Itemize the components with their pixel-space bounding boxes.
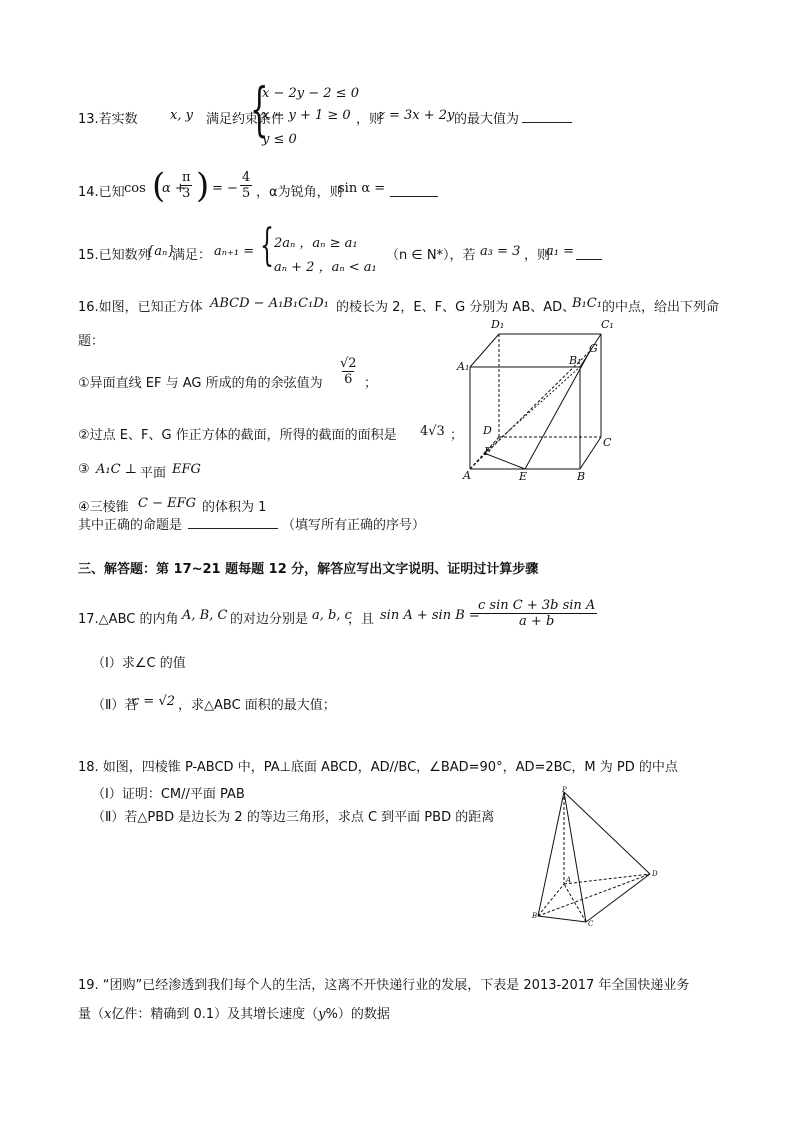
cube-figure: [455, 314, 625, 484]
q16-s1-fraction: [338, 356, 359, 387]
label-C: C: [603, 436, 612, 449]
q16-line1a: 16.如图，已知正方体: [78, 300, 203, 315]
question-17: [78, 598, 698, 718]
label-P: P: [562, 786, 567, 794]
q16-s3-num: ③: [78, 462, 90, 477]
pyramid-figure: [530, 784, 670, 934]
q17-part-2b: c = √2: [132, 694, 175, 709]
q17-fraction: [476, 598, 597, 629]
q14-rparen: ): [196, 166, 210, 206]
q16-s2-value: 4√3: [420, 424, 445, 439]
q16-line1b: 的棱长为 2，E、F、G 分别为 AB、AD、: [336, 300, 576, 315]
q17-sides: a, b, c: [312, 608, 352, 623]
q16-s3-efg: EFG: [172, 462, 201, 477]
q16-answer-blank[interactable]: [188, 516, 278, 529]
q13-vars: x, y: [170, 108, 193, 123]
label-A1: A₁: [457, 360, 470, 373]
q17-mid: 的对边分别是: [230, 612, 309, 627]
q15-seq: {aₙ}: [146, 244, 176, 259]
q17-prefix: 17.△ABC 的内角: [78, 612, 179, 627]
q16-s3-plane: 平面: [140, 466, 167, 481]
q13-constraint-3: y ≤ 0: [262, 132, 297, 147]
q14-sin: sin α =: [338, 181, 386, 196]
q13-suffix: 的最大值为: [454, 112, 520, 127]
q16-tail-a: 其中正确的命题是: [78, 518, 183, 533]
q13-constraint-1: x − 2y − 2 ≤ 0: [262, 86, 359, 101]
q18-line1: 18. 如图，四棱锥 P-ABCD 中，PA⊥底面 ABCD，AD//BC，∠BAD=90°，AD=2BC，M 为 PD 的中点: [78, 760, 678, 775]
q19-line1: 19. “团购”已经渗透到我们每个人的生活，这离不开快递行业的发展，下表是 2013-2017 年全国快递业务: [78, 978, 690, 993]
label-A: A: [463, 469, 471, 482]
q14-prefix: 14.已知: [78, 185, 125, 200]
q16-statement-1: ①异面直线 EF 与 AG 所成的角的余弦值为: [78, 376, 323, 391]
label-E: E: [519, 470, 528, 483]
question-19: [78, 974, 689, 1022]
q19-line2: [78, 1003, 689, 1022]
q18-part-2: （Ⅱ）若△PBD 是边长为 2 的等边三角形，求点 C 到平面 PBD 的距离: [92, 810, 495, 825]
label-B: B: [577, 470, 586, 483]
q15-cond: （n ∈ N*），若: [386, 248, 476, 263]
q16-s4-expr: C − EFG: [138, 496, 196, 511]
q17-numerator: c sin C + 3b sin A: [478, 598, 596, 613]
label-D: D: [483, 424, 492, 437]
q15-a3: a₃ = 3: [480, 244, 521, 259]
q14-five: 5: [242, 186, 251, 201]
q13-prefix: 13.若实数: [78, 112, 138, 127]
q15-mid: 满足：: [172, 248, 212, 263]
q14-alpha: α +: [162, 181, 186, 196]
label-B: B: [532, 912, 538, 920]
q13-brace: {: [250, 75, 269, 143]
q16-line2: 题：: [78, 334, 105, 349]
q13-objective: z = 3x + 2y: [378, 108, 455, 123]
q13-answer-blank[interactable]: [522, 110, 572, 123]
q14-three: 3: [182, 186, 191, 201]
q19-line2a: 量（: [78, 1007, 105, 1022]
q13-constraint-2: x − y + 1 ≥ 0: [262, 108, 351, 123]
q16-b1c1: B₁C₁: [572, 296, 602, 311]
q16-statement-2: ②过点 E、F、G 作正方体的截面，所得的截面的面积是: [78, 428, 397, 443]
q19-x: x: [104, 1007, 112, 1022]
q17-angles: A, B, C: [182, 608, 228, 623]
q17-part-1: （Ⅰ）求∠C 的值: [92, 656, 186, 671]
q18-part-1: （Ⅰ）证明：CM//平面 PAB: [92, 787, 245, 802]
q14-pi-over-3: [180, 170, 193, 201]
label-D1: D₁: [491, 318, 505, 331]
q16-s1-den: 6: [344, 372, 353, 387]
q19-line2c: %）的数据: [325, 1007, 390, 1022]
q15-brace: {: [260, 220, 274, 271]
q16-line1c: 的中点，给出下列命: [602, 300, 720, 315]
q17-lhs: sin A + sin B =: [380, 608, 480, 623]
label-C1: C₁: [601, 318, 614, 331]
q15-case-2: aₙ + 2 ，aₙ < a₁: [274, 260, 377, 275]
q17-part-2a: （Ⅱ）若: [92, 698, 138, 713]
q19-line2b: 亿件：精确到 0.1）及其增长速度（: [111, 1007, 319, 1022]
q16-cube: ABCD − A₁B₁C₁D₁: [210, 296, 329, 311]
label-D: D: [652, 870, 658, 878]
q14-cos: cos: [124, 181, 146, 196]
q15-lhs: aₙ₊₁ =: [214, 244, 255, 259]
q14-answer-blank[interactable]: [390, 184, 438, 197]
question-16: [78, 296, 728, 536]
q15-then: ，则: [524, 248, 551, 263]
q14-four-fifths: [240, 170, 252, 201]
q16-s3-expr: A₁C ⊥: [96, 462, 137, 477]
q16-s1-end: ；: [364, 376, 378, 391]
q15-a1: a₁ =: [546, 244, 574, 259]
label-F: F: [484, 445, 492, 458]
q17-denominator: a + b: [476, 613, 597, 629]
q17-cond: ，且: [348, 612, 375, 627]
q16-s1-num: √2: [340, 356, 357, 371]
q15-case-1: 2aₙ ，aₙ ≥ a₁: [274, 236, 358, 251]
q14-lparen: (: [152, 166, 166, 206]
q15-prefix: 15.已知数列: [78, 248, 151, 263]
q14-mid: ，α为锐角，则: [256, 185, 343, 200]
q15-answer-blank[interactable]: [576, 247, 602, 260]
q14-pi: π: [182, 170, 191, 185]
q16-s4-c: 的体积为 1: [202, 500, 267, 515]
q17-part-2c: ，求△ABC 面积的最大值；: [178, 698, 336, 713]
q13-then: ，则: [356, 112, 383, 127]
q19-y: y: [318, 1007, 326, 1022]
q13-mid: 满足约束条件: [206, 112, 285, 127]
label-G: G: [589, 342, 598, 355]
section-3-heading: 三、解答题：第 17~21 题每题 12 分，解答应写出文字说明、证明过计算步骤: [78, 562, 539, 577]
q14-four: 4: [242, 170, 251, 185]
label-B1: B₁: [569, 354, 582, 367]
q16-tail-b: （填写所有正确的序号）: [282, 518, 426, 533]
label-A: A: [566, 876, 572, 884]
label-C: C: [588, 920, 594, 928]
q14-eq: = −: [212, 181, 238, 196]
q16-s4-a: ④三棱锥: [78, 500, 129, 515]
q16-s2-end: ；: [450, 428, 464, 443]
